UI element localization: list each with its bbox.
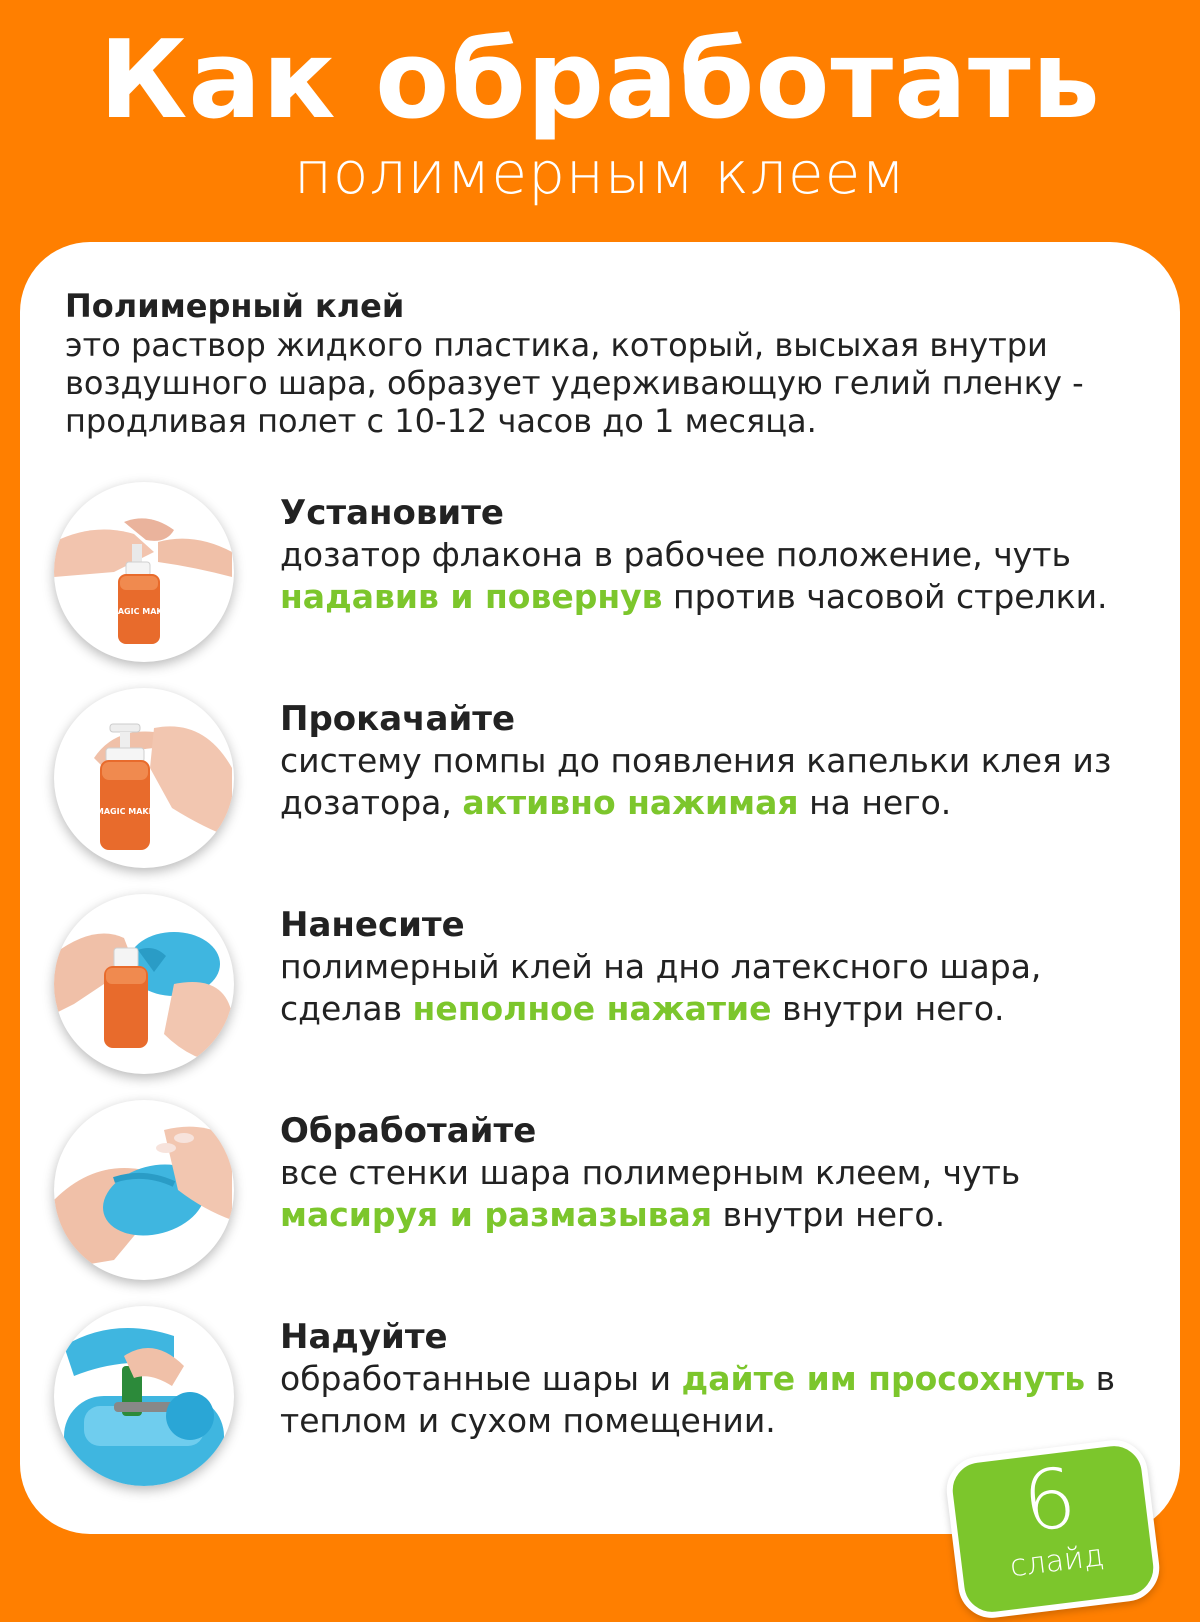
step-description (280, 534, 1170, 618)
step-highlight: активно нажимая (462, 783, 799, 822)
step-highlight: неполное нажатие (412, 989, 772, 1028)
step-text-part: обработанные шары и (280, 1359, 682, 1398)
instructions-card (20, 242, 1180, 1534)
step-highlight: дайте им просохнуть (681, 1359, 1086, 1398)
step-highlight: надавив и повернув (280, 577, 663, 616)
step-1 (54, 482, 1164, 672)
step-text-part: все стенки шара полимерным клеем, чуть (280, 1153, 1021, 1192)
slide-number: 6 (1017, 1450, 1082, 1552)
bottle-label-text: MAGIC MAKE (95, 807, 155, 816)
step-text (280, 492, 1170, 618)
step-text (280, 1110, 1170, 1236)
step-4 (54, 1100, 1164, 1290)
hand-bottle-icon (54, 482, 234, 662)
step-description (280, 946, 1170, 1030)
intro-heading: Полимерный клей (65, 287, 405, 325)
page-title: Как обработать (99, 18, 1101, 143)
step-description (280, 1152, 1170, 1236)
helium-tank-icon (54, 1306, 234, 1486)
step-3 (54, 894, 1164, 1084)
bottle-balloon-icon (54, 894, 234, 1074)
step-text-part: в теплом и сухом помещении. (280, 1359, 1116, 1440)
header (0, 0, 1200, 240)
intro-block (65, 286, 1155, 440)
step-text-part: внутри него. (771, 989, 1005, 1028)
step-text-part: систему помпы до появления капельки клея из дозатора, (280, 741, 1112, 822)
step-description (280, 740, 1170, 824)
step-title: Нанесите (280, 905, 465, 945)
step-2 (54, 688, 1164, 878)
pump-bottle-icon (54, 688, 234, 868)
slide-badge (943, 1436, 1163, 1621)
step-highlight: масируя и размазывая (280, 1195, 713, 1234)
intro-text: это раствор жидкого пластика, который, высыхая внутри воздушного шара, образует удерживающую гелий пленку - продливая полет с 10-12 часов до 1 месяца. (65, 326, 1084, 440)
page-subtitle: полимерным клеем (293, 139, 907, 207)
step-text-part: на него. (798, 783, 952, 822)
step-text-part: дозатор флакона в рабочее положение, чуть (280, 535, 1071, 574)
step-text (280, 904, 1170, 1030)
step-title: Установите (280, 493, 504, 533)
step-text (280, 1316, 1170, 1442)
step-title: Обработайте (280, 1111, 537, 1151)
step-title: Надуйте (280, 1317, 448, 1357)
step-text-part: внутри него. (712, 1195, 946, 1234)
step-description (280, 1358, 1170, 1442)
step-text-part: полимерный клей на дно латексного шара, сделав (280, 947, 1042, 1028)
step-text (280, 698, 1170, 824)
slide-label: слайд (1008, 1538, 1106, 1585)
step-title: Прокачайте (280, 699, 516, 739)
bottle-label-text: MAGIC MAKE (109, 607, 169, 616)
step-text-part: против часовой стрелки. (662, 577, 1108, 616)
hands-balloon-icon (54, 1100, 234, 1280)
